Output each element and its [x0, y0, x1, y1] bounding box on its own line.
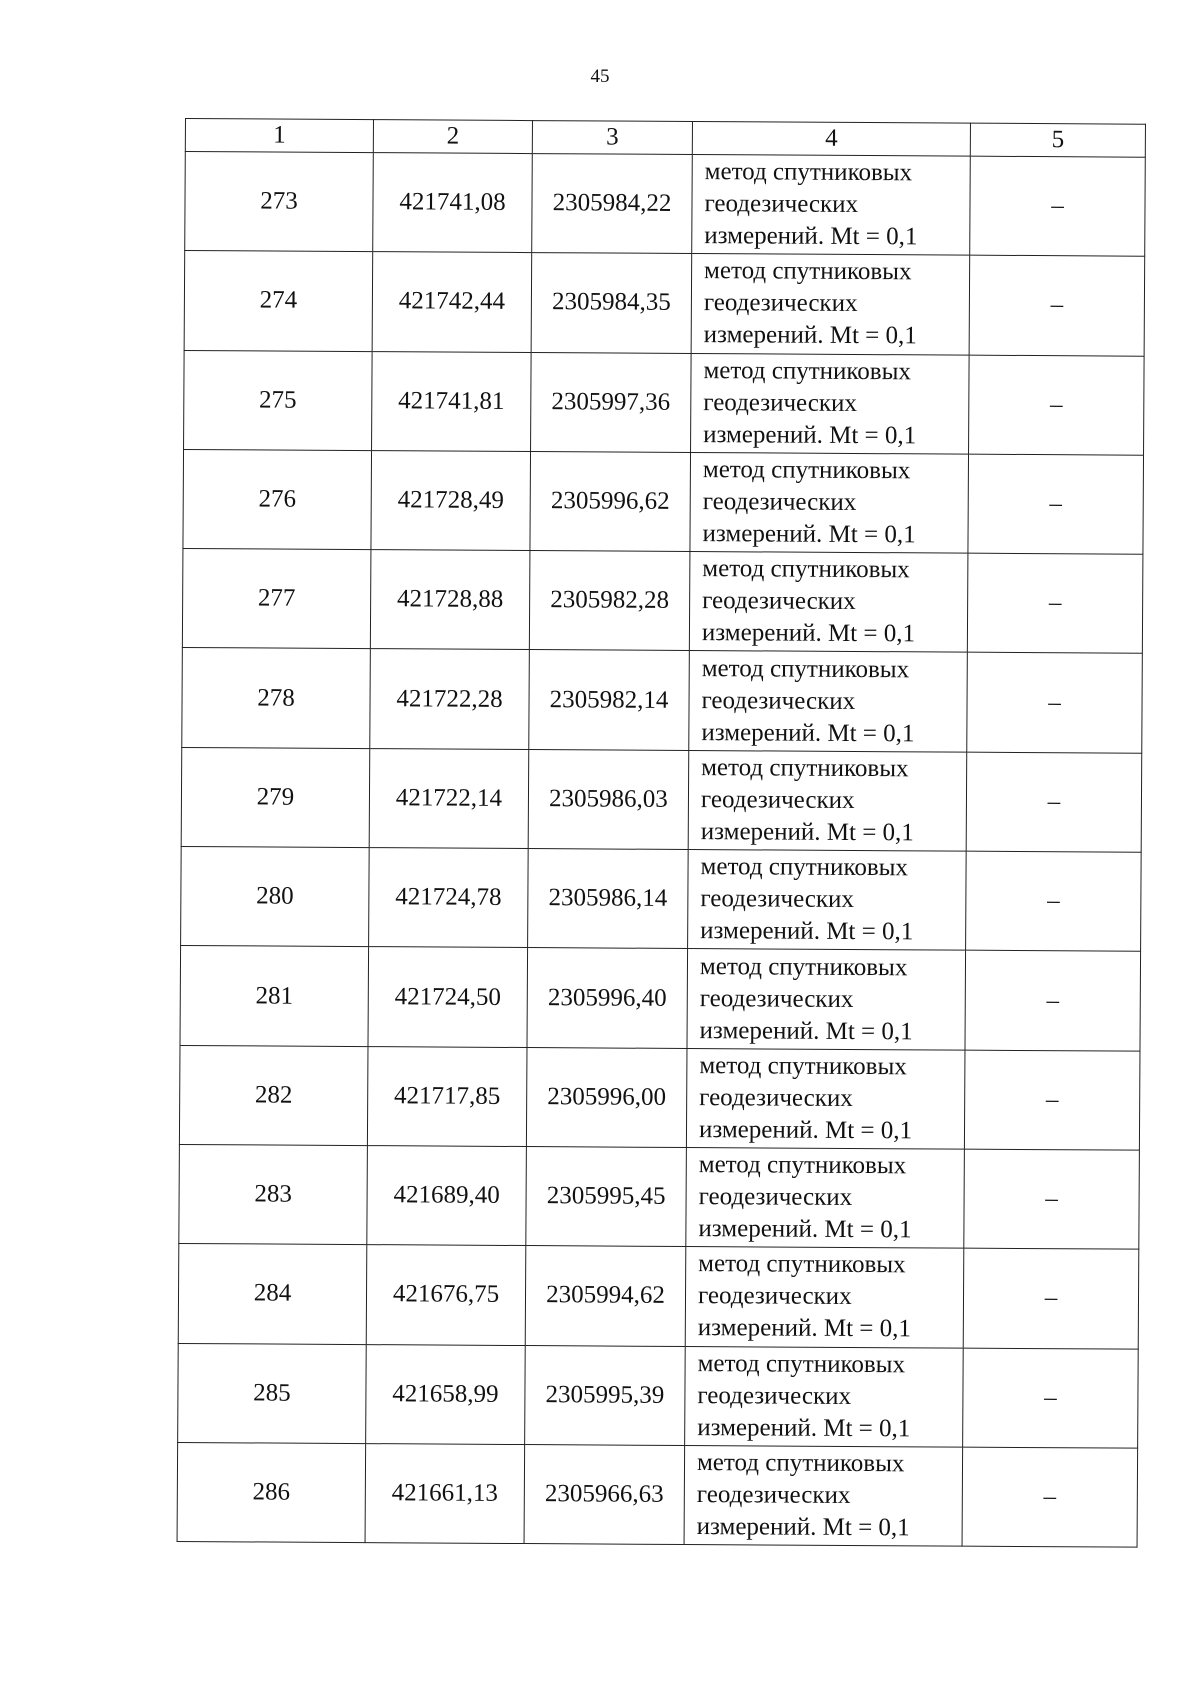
method-cell: [691, 353, 970, 454]
coordinate-y-cell: 2305996,62: [530, 451, 691, 551]
method-text-line: геодезических: [704, 190, 859, 219]
method-text-line: метод спутниковых: [698, 1250, 906, 1279]
method-text-line: геодезических: [702, 488, 857, 517]
coordinate-x-cell: 421724,78: [369, 848, 529, 948]
table-row: [179, 1144, 1140, 1249]
method-text-line: метод спутниковых: [697, 1349, 906, 1378]
method-text-line: измерений. Mt = 0,1: [698, 1115, 913, 1145]
method-text-line: измерений. Mt = 0,1: [700, 817, 914, 847]
header-cell-2: 2: [373, 120, 532, 154]
method-text-line: геодезических: [696, 1481, 851, 1509]
header-cell-4: 4: [692, 122, 970, 157]
method-cell: [687, 949, 966, 1050]
coordinate-x-cell: 421722,14: [369, 748, 529, 848]
coordinate-y-cell: 2305982,14: [529, 650, 690, 750]
method-text-line: измерений. Mt = 0,1: [702, 520, 916, 549]
point-number-cell: 273: [185, 152, 374, 252]
coordinate-y-cell: 2305996,00: [526, 1047, 687, 1147]
point-number-cell: 279: [181, 747, 370, 847]
point-number-cell: 275: [184, 350, 373, 450]
method-text-line: геодезических: [699, 984, 854, 1013]
note-cell: –: [965, 951, 1141, 1051]
method-cell: [686, 1048, 965, 1149]
note-cell: –: [968, 454, 1144, 554]
method-text-line: геодезических: [698, 1183, 853, 1212]
note-cell: –: [967, 553, 1143, 653]
coordinate-y-cell: 2305994,62: [525, 1246, 686, 1346]
coordinate-x-cell: 421742,44: [372, 252, 532, 352]
point-number-cell: 274: [184, 251, 373, 351]
table-row: [180, 946, 1141, 1051]
method-text-line: измерений. Mt = 0,1: [698, 1215, 912, 1244]
coordinate-x-cell: 421728,88: [370, 550, 530, 650]
method-text-line: измерений. Mt = 0,1: [704, 222, 918, 251]
method-cell: [690, 452, 969, 553]
method-text-line: измерений. Mt = 0,1: [697, 1413, 911, 1443]
coordinate-y-cell: 2305984,35: [531, 253, 692, 353]
coordinate-y-cell: 2305986,03: [528, 749, 689, 849]
note-cell: –: [969, 255, 1145, 355]
method-text-line: геодезических: [699, 1083, 853, 1112]
coordinate-y-cell: 2305995,39: [525, 1345, 686, 1445]
point-number-cell: 283: [179, 1144, 368, 1244]
method-text-line: измерений. Mt = 0,1: [699, 1016, 913, 1045]
coordinate-y-cell: 2305996,40: [527, 948, 688, 1048]
method-cell: [689, 552, 968, 653]
table-row: [182, 549, 1143, 654]
method-cell: [688, 750, 967, 851]
method-text-line: метод спутниковых: [699, 952, 908, 981]
coordinate-y-cell: 2305995,45: [526, 1147, 687, 1247]
page-number: 45: [590, 66, 610, 87]
method-text-line: геодезических: [700, 785, 855, 814]
table-row: [181, 847, 1142, 952]
method-text-line: метод спутниковых: [702, 555, 910, 584]
note-cell: –: [966, 752, 1142, 852]
table-row: [179, 1045, 1140, 1150]
table-body: [177, 152, 1145, 1548]
method-cell: [692, 155, 971, 256]
method-text-line: геодезических: [703, 289, 858, 318]
note-cell: –: [969, 355, 1145, 455]
point-number-cell: 282: [179, 1045, 368, 1145]
table-row: [185, 152, 1146, 257]
coordinate-x-cell: 421741,08: [373, 153, 533, 253]
method-text-line: метод спутниковых: [703, 356, 911, 386]
method-text-line: геодезических: [697, 1381, 852, 1410]
method-text-line: геодезических: [703, 388, 857, 417]
coordinate-y-cell: 2305966,63: [524, 1444, 685, 1544]
method-text-line: метод спутниковых: [702, 456, 911, 485]
point-number-cell: 286: [177, 1442, 366, 1542]
header-cell-1: 1: [185, 119, 373, 153]
method-cell: [685, 1346, 964, 1447]
coordinate-x-cell: 421658,99: [366, 1344, 526, 1444]
coordinate-x-cell: 421728,49: [371, 451, 531, 551]
method-cell: [684, 1445, 963, 1546]
method-cell: [688, 850, 967, 951]
note-cell: –: [963, 1248, 1139, 1348]
table-row: [181, 747, 1142, 852]
method-text-line: метод спутниковых: [701, 753, 909, 783]
method-text-line: измерений. Mt = 0,1: [701, 718, 915, 747]
point-number-cell: 278: [182, 648, 371, 748]
note-cell: –: [962, 1447, 1138, 1547]
note-cell: –: [967, 653, 1143, 753]
method-text-line: геодезических: [700, 885, 855, 914]
method-text-line: метод спутниковых: [701, 654, 910, 683]
point-number-cell: 284: [178, 1244, 367, 1344]
coordinate-x-cell: 421676,75: [366, 1245, 526, 1345]
coordinate-x-cell: 421689,40: [367, 1146, 527, 1246]
method-text-line: метод спутниковых: [704, 158, 913, 187]
method-text-line: геодезических: [697, 1282, 852, 1311]
method-text-line: метод спутниковых: [699, 1051, 907, 1081]
method-cell: [691, 254, 970, 355]
coordinate-y-cell: 2305982,28: [529, 551, 690, 651]
table-row: [182, 648, 1143, 753]
method-text-line: метод спутниковых: [698, 1151, 907, 1180]
coordinate-y-cell: 2305984,22: [532, 154, 693, 254]
method-text-line: измерений. Mt = 0,1: [697, 1314, 911, 1343]
coordinate-y-cell: 2305997,36: [531, 352, 692, 452]
method-text-line: метод спутниковых: [704, 257, 912, 286]
point-number-cell: 281: [180, 946, 369, 1046]
header-cell-5: 5: [970, 123, 1145, 157]
method-text-line: измерений. Mt = 0,1: [696, 1513, 910, 1542]
method-text-line: измерений. Mt = 0,1: [703, 420, 917, 450]
table-row: [178, 1244, 1139, 1349]
coordinate-x-cell: 421661,13: [365, 1443, 525, 1543]
note-cell: –: [964, 1149, 1140, 1249]
table-row: [178, 1343, 1139, 1448]
table-row: [184, 251, 1145, 356]
coordinates-table: [177, 118, 1146, 1548]
table-row: [183, 449, 1144, 554]
point-number-cell: 285: [178, 1343, 367, 1443]
method-text-line: метод спутниковых: [696, 1449, 905, 1478]
note-cell: –: [964, 1050, 1140, 1150]
point-number-cell: 277: [182, 549, 371, 649]
point-number-cell: 280: [181, 847, 370, 947]
table-row: [177, 1442, 1138, 1547]
method-cell: [686, 1147, 965, 1248]
note-cell: –: [963, 1348, 1139, 1448]
method-cell: [689, 651, 968, 752]
note-cell: –: [970, 156, 1146, 256]
method-text-line: геодезических: [701, 686, 856, 715]
coordinate-x-cell: 421717,85: [367, 1046, 527, 1146]
header-cell-3: 3: [532, 121, 692, 155]
method-text-line: измерений. Mt = 0,1: [701, 619, 916, 648]
note-cell: –: [966, 851, 1142, 951]
method-text-line: геодезических: [702, 587, 856, 616]
method-text-line: метод спутниковых: [700, 853, 909, 882]
coordinate-y-cell: 2305986,14: [528, 849, 689, 949]
table-row: [184, 350, 1145, 455]
point-number-cell: 276: [183, 449, 372, 549]
coordinate-x-cell: 421722,28: [370, 649, 530, 749]
method-text-line: измерений. Mt = 0,1: [703, 321, 917, 350]
method-cell: [685, 1247, 964, 1348]
coordinate-x-cell: 421724,50: [368, 947, 528, 1047]
coordinate-x-cell: 421741,81: [372, 351, 532, 451]
method-text-line: измерений. Mt = 0,1: [700, 917, 914, 946]
